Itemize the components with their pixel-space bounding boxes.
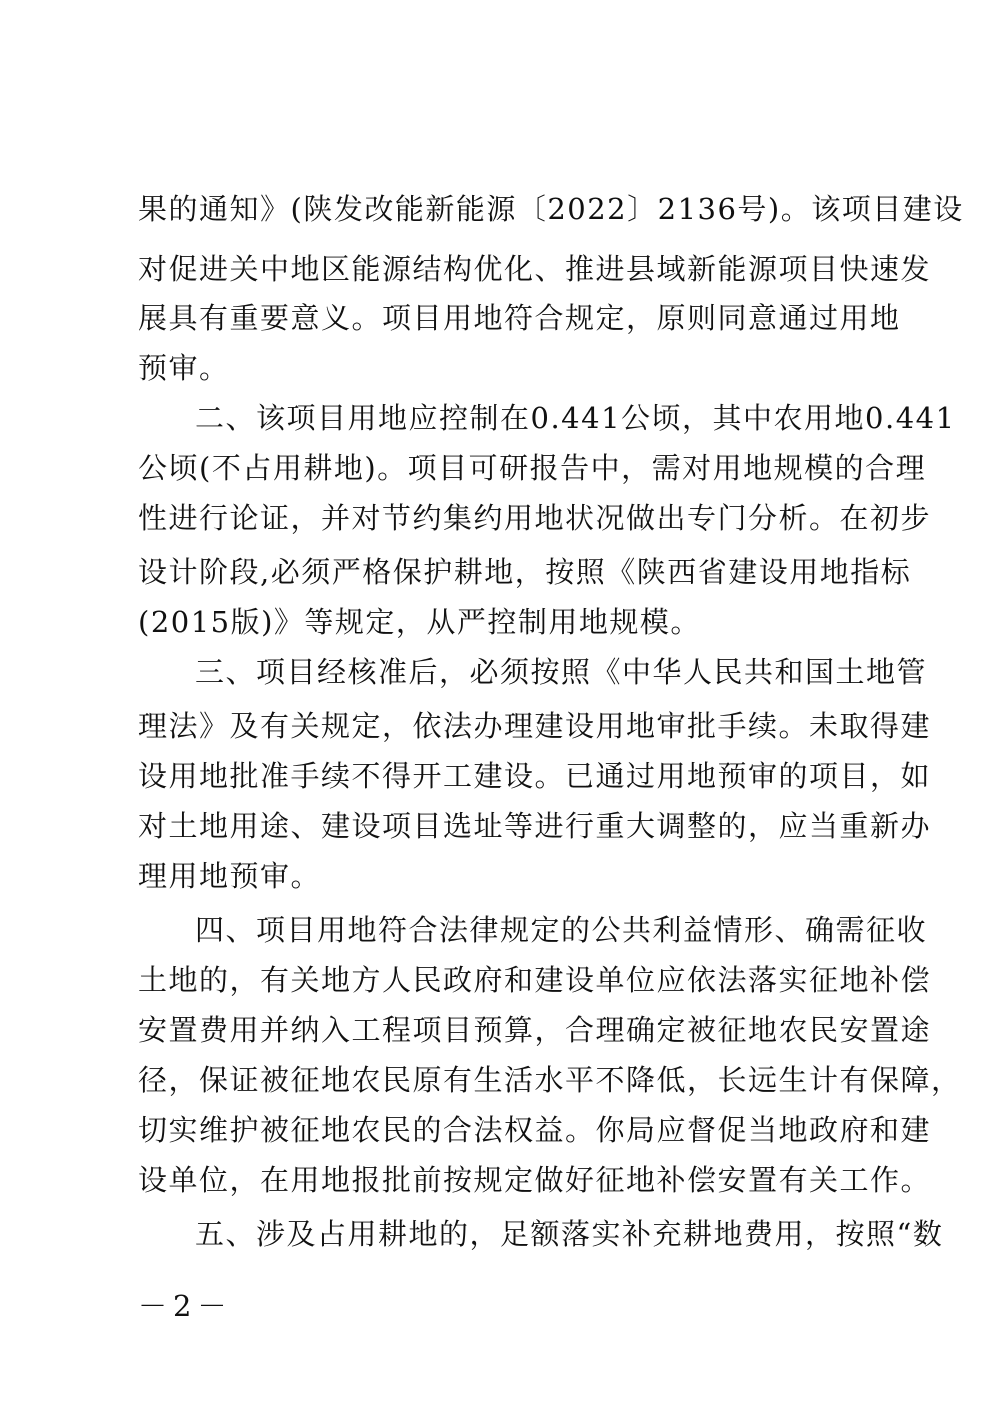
body-text-line: 设单位，在用地报批前按规定做好征地补偿安置有关工作。 xyxy=(138,1163,932,1197)
body-text-line: 安置费用并纳入工程项目预算，合理确定被征地农民安置途 xyxy=(138,1013,932,1047)
body-text-line: 设计阶段,必须严格保护耕地，按照《陕西省建设用地指标 xyxy=(138,555,912,589)
body-text-line: 土地的，有关地方人民政府和建设单位应依法落实征地补偿 xyxy=(138,963,932,997)
body-text-line: 对土地用途、建设项目选址等进行重大调整的，应当重新办 xyxy=(138,809,932,843)
section-4-first-line: 四、项目用地符合法律规定的公共利益情形、确需征收 xyxy=(195,913,928,947)
page-number: －2－ xyxy=(138,1289,233,1323)
body-text-line: 果的通知》(陕发改能新能源〔2022〕2136号)。该项目建设 xyxy=(138,192,964,226)
body-text-line: 切实维护被征地农民的合法权益。你局应督促当地政府和建 xyxy=(138,1113,932,1147)
body-text-line: 展具有重要意义。项目用地符合规定，原则同意通过用地 xyxy=(138,301,901,335)
section-2-first-line: 二、该项目用地应控制在0.441公顷，其中农用地0.441 xyxy=(195,401,956,435)
body-text-line: 设用地批准手续不得开工建设。已通过用地预审的项目，如 xyxy=(138,759,932,793)
body-text-line: 公顷(不占用耕地)。项目可研报告中，需对用地规模的合理 xyxy=(138,451,927,485)
body-text-line: 理法》及有关规定，依法办理建设用地审批手续。未取得建 xyxy=(138,709,932,743)
section-3-first-line: 三、项目经核准后，必须按照《中华人民共和国土地管 xyxy=(195,655,928,689)
body-text-line: 径，保证被征地农民原有生活水平不降低，长远生计有保障， xyxy=(138,1063,962,1097)
body-text-line: 理用地预审。 xyxy=(138,859,322,893)
body-text-line: 对促进关中地区能源结构优化、推进县域新能源项目快速发 xyxy=(138,252,932,286)
body-text-line: (2015版)》等规定，从严控制用地规模。 xyxy=(138,605,701,639)
body-text-line: 预审。 xyxy=(138,351,230,385)
body-text-line: 性进行论证，并对节约集约用地状况做出专门分析。在初步 xyxy=(138,501,932,535)
section-5-first-line: 五、涉及占用耕地的，足额落实补充耕地费用，按照“数 xyxy=(195,1217,944,1251)
